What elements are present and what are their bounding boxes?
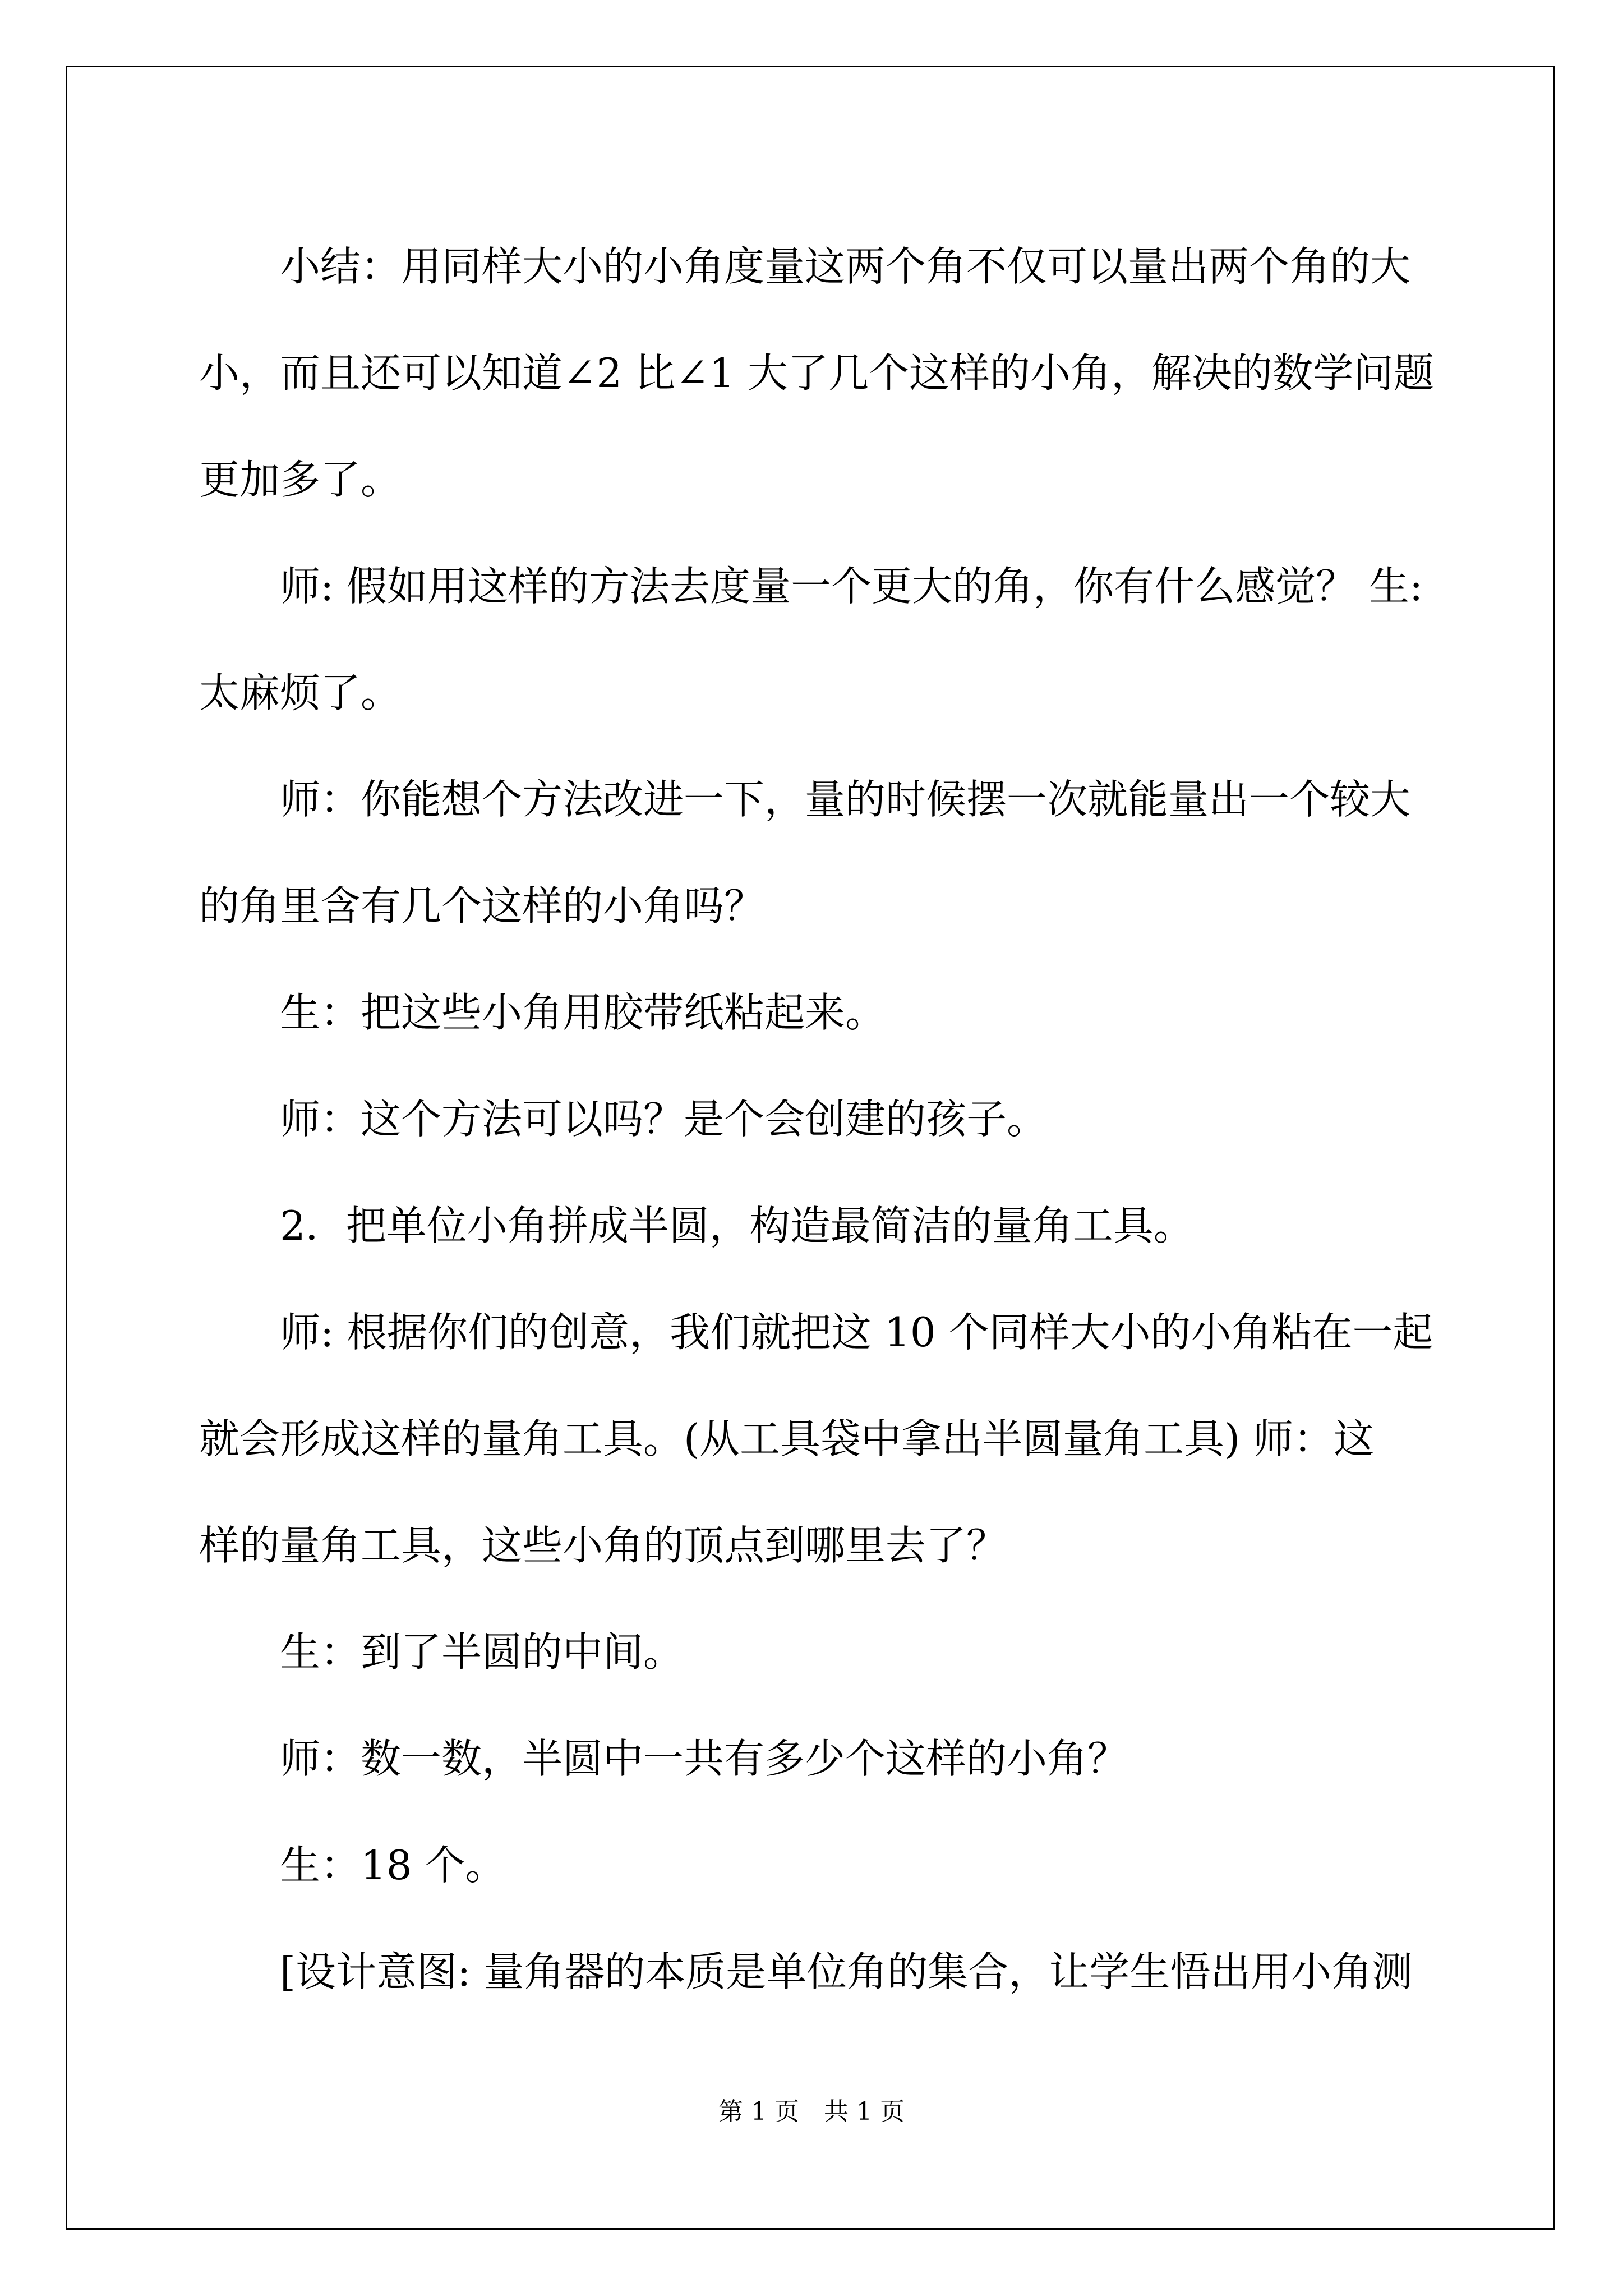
paragraph-teacher-tool (199, 1279, 1433, 1599)
text-line: 生：把这些小角用胶带纸粘起来。 (280, 989, 886, 1036)
text-line: 师: 假如用这样的方法去度量一个更大的角，你有什么感觉？ 生: (280, 563, 1423, 610)
paragraph-student-answer (199, 1812, 1427, 1918)
paragraph-summary (199, 213, 1435, 533)
text-line: 的角里含有几个这样的小角吗？ (199, 882, 765, 930)
text-line: 就会形成这样的量角工具。(从工具袋中拿出半圆量角工具) 师：这 (199, 1415, 1375, 1462)
paragraph-teacher-improve (199, 746, 1427, 959)
paragraph-teacher-approve (199, 1066, 1427, 1172)
paragraph-design-intent (199, 1918, 1427, 2025)
text-line: 师：数一数，半圆中一共有多少个这样的小角？ (280, 1735, 1128, 1782)
paragraph-student-center (199, 1599, 1427, 1705)
paragraph-student-tape (199, 959, 1427, 1066)
text-line: 小，而且还可以知道∠2 比∠1 大了几个这样的小角，解决的数学问题 (199, 349, 1435, 397)
text-line: 小结：用同样大小的小角度量这两个角不仅可以量出两个角的大 (280, 243, 1411, 290)
paragraph-teacher-count (199, 1705, 1427, 1812)
text-line: 师: 根据你们的创意，我们就把这 10 个同样大小的小角粘在一起 (280, 1309, 1433, 1356)
paragraph-section-2 (199, 1172, 1427, 1279)
text-line: 太麻烦了。 (199, 669, 402, 716)
text-line: 生：到了半圆的中间。 (280, 1628, 684, 1676)
document-body (199, 213, 1435, 2025)
text-line: [设计意图: 量角器的本质是单位角的集合，让学生悟出用小角测 (280, 1948, 1413, 1995)
page-footer: 第 1 页 共 1 页 (718, 2097, 905, 2126)
text-line: 更加多了。 (199, 456, 402, 503)
text-line: 师：这个方法可以吗？是个会创建的孩子。 (280, 1096, 1048, 1143)
text-line: 生：18 个。 (280, 1842, 506, 1889)
text-line: 样的量角工具，这些小角的顶点到哪里去了？ (199, 1522, 1007, 1569)
paragraph-teacher-question (199, 533, 1427, 746)
text-line: 2．把单位小角拼成半圆，构造最简洁的量角工具。 (280, 1202, 1194, 1249)
text-line: 师：你能想个方法改进一下，量的时候摆一次就能量出一个较大 (280, 776, 1411, 823)
